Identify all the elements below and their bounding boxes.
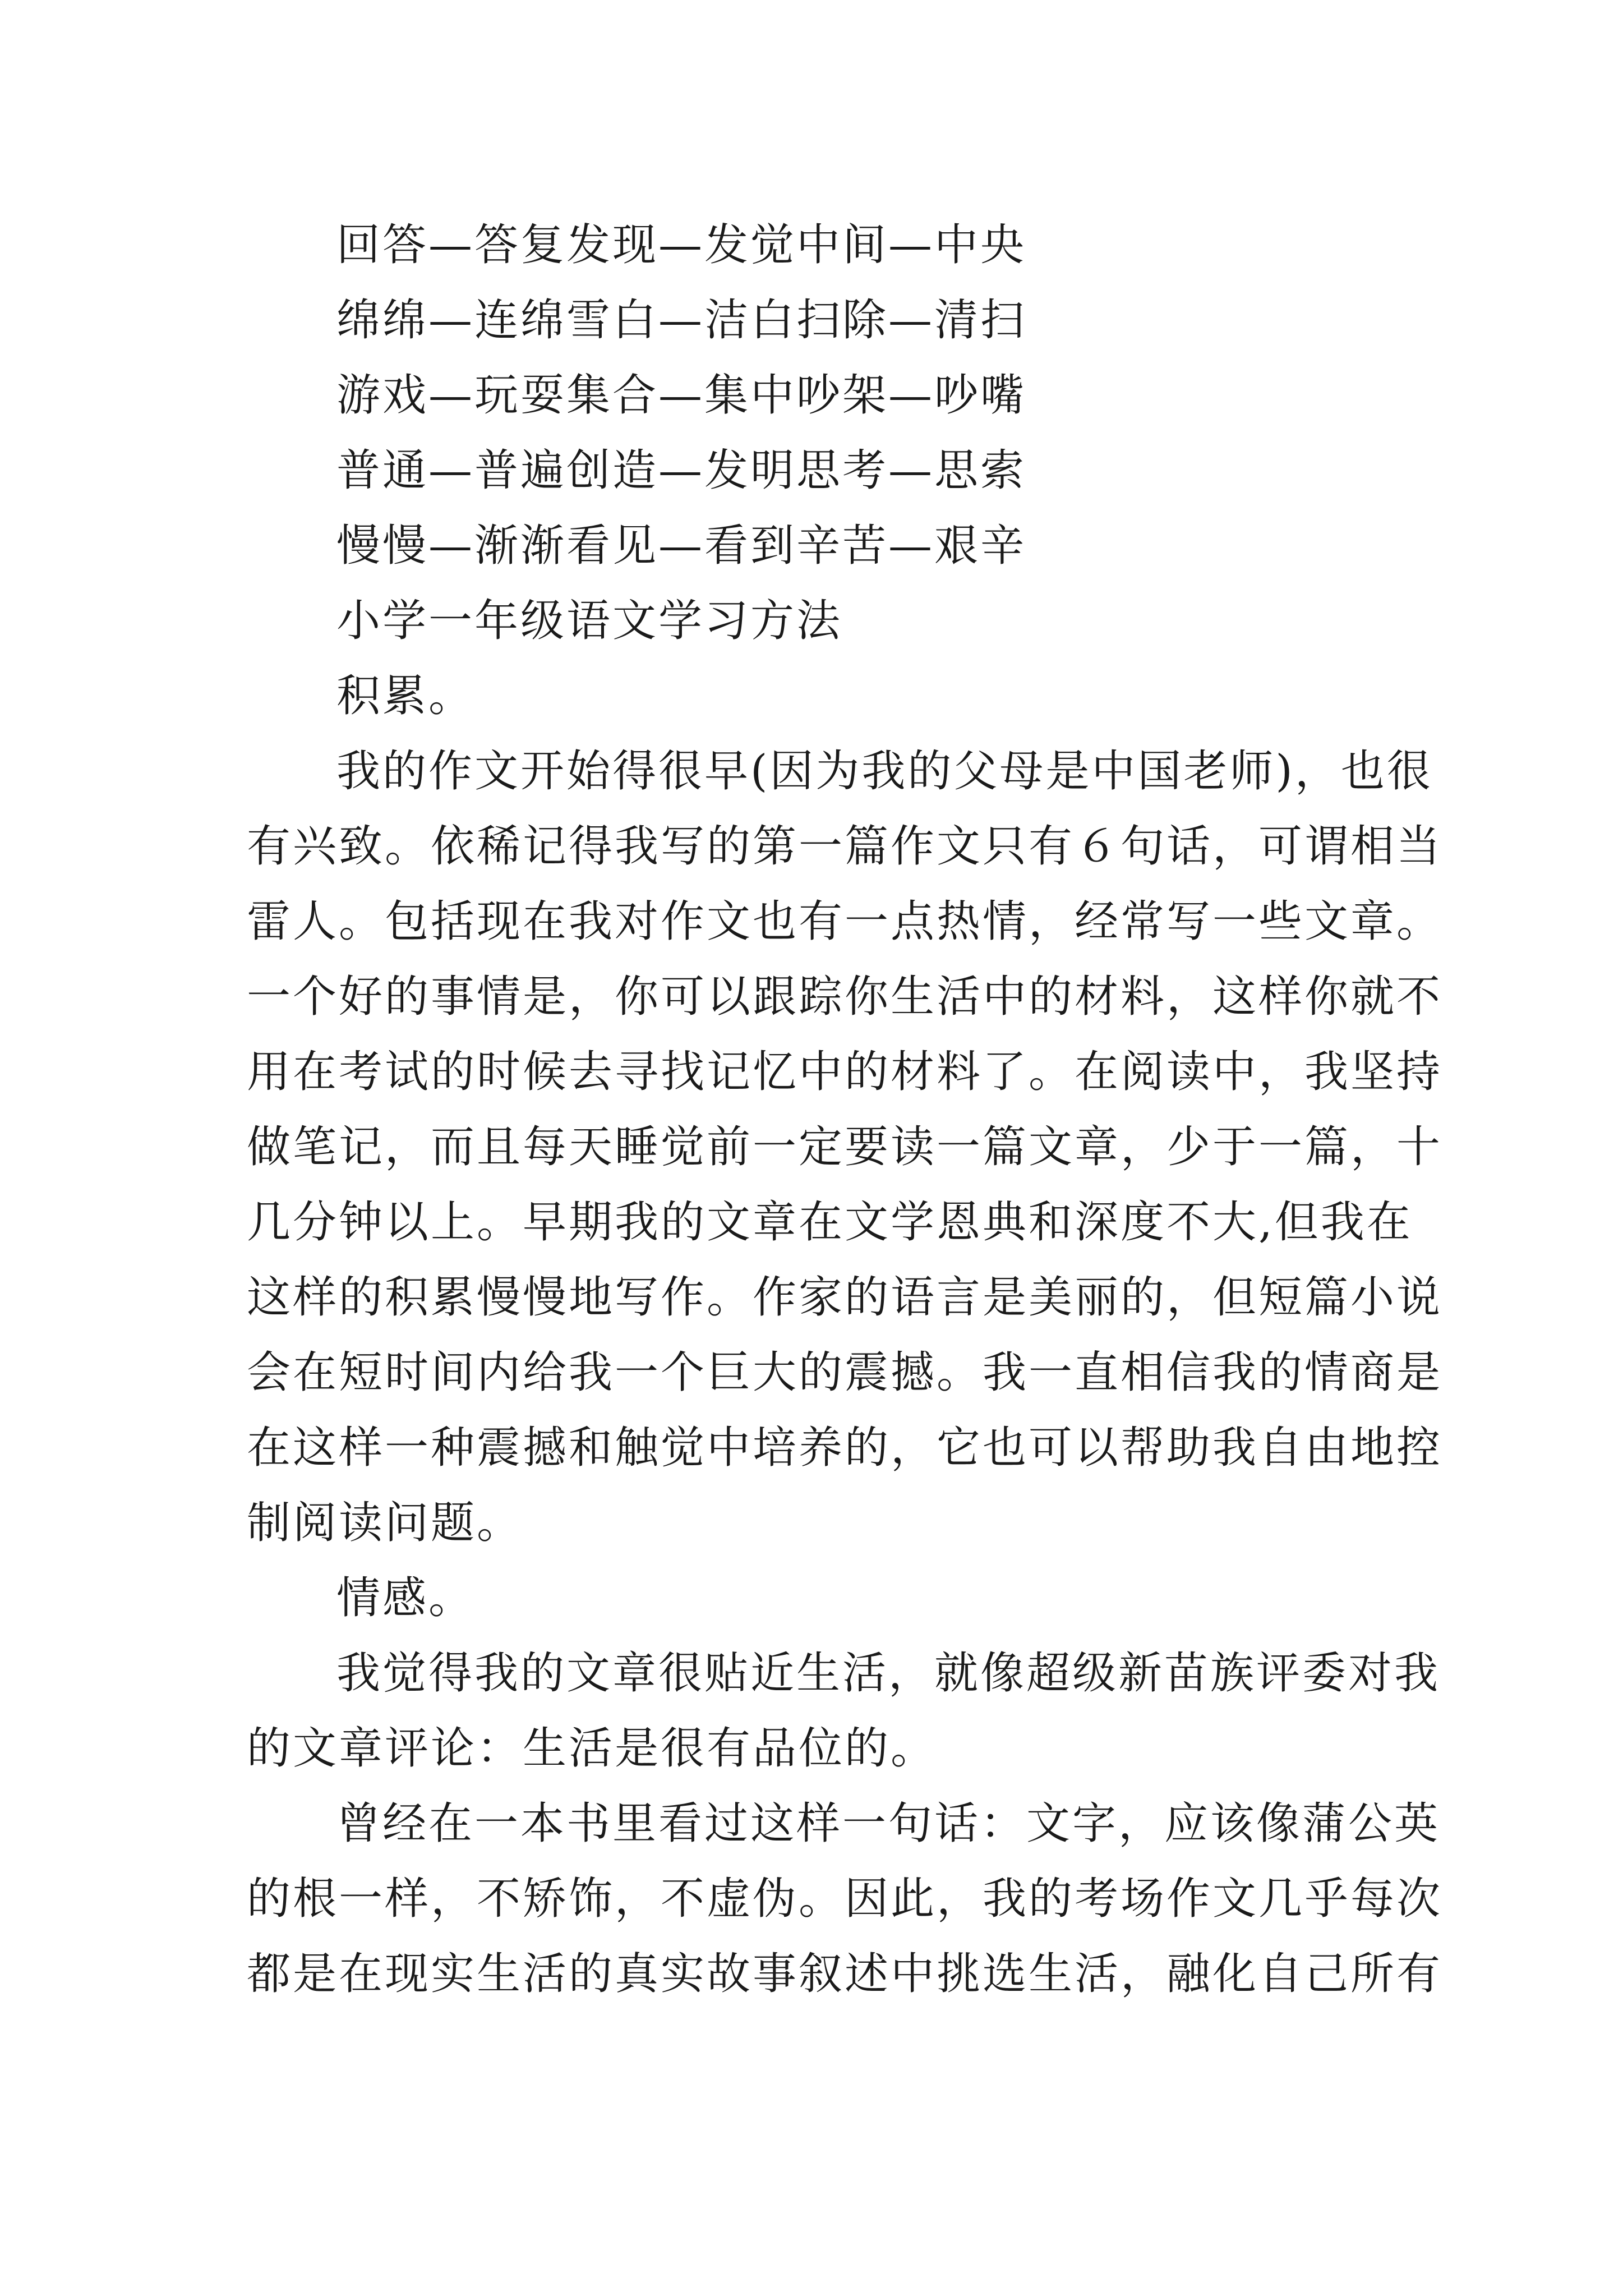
paragraph-line: 我觉得我的文章很贴近生活，就像超级新苗族评委对我 <box>336 1648 1441 1699</box>
heading-accumulation: 积累。 <box>336 671 475 721</box>
paragraph-line: 一个好的事情是，你可以跟踪你生活中的材料，这样你就不 <box>247 972 1443 1022</box>
paragraph-line: 做笔记，而且每天睡觉前一定要读一篇文章，少于一篇，十 <box>247 1122 1443 1172</box>
section-heading: 小学一年级语文学习方法 <box>336 596 843 646</box>
paragraph-line: 在这样一种震撼和触觉中培养的，它也可以帮助我自由地控 <box>247 1423 1443 1473</box>
document-body <box>247 208 1443 2012</box>
synonym-line: 游戏—玩耍集合—集中吵架—吵嘴 <box>336 370 1027 421</box>
paragraph-line: 有兴致。依稀记得我写的第一篇作文只有６句话，可谓相当 <box>247 821 1443 872</box>
paragraph-line: 的文章评论：生活是很有品位的。 <box>247 1723 937 1774</box>
paragraph-line: 几分钟以上。早期我的文章在文学恩典和深度不大,但我在 <box>247 1197 1413 1248</box>
paragraph-line: 曾经在一本书里看过这样一句话：文字，应该像蒲公英 <box>336 1798 1441 1849</box>
paragraph-line: 都是在现实生活的真实故事叙述中挑选生活，融化自己所有 <box>247 1949 1443 1999</box>
paragraph-line: 雷人。包括现在我对作文也有一点热情，经常写一些文章。 <box>247 896 1443 947</box>
synonym-line: 慢慢—渐渐看见—看到辛苦—艰辛 <box>336 521 1027 571</box>
paragraph-line: 的根一样，不矫饰，不虚伪。因此，我的考场作文几乎每次 <box>247 1874 1443 1924</box>
synonym-line: 回答—答复发现—发觉中间—中央 <box>336 220 1027 270</box>
paragraph-line: 用在考试的时候去寻找记忆中的材料了。在阅读中，我坚持 <box>247 1047 1443 1097</box>
synonym-line: 普通—普遍创造—发明思考—思索 <box>336 445 1027 496</box>
paragraph-line: 会在短时间内给我一个巨大的震撼。我一直相信我的情商是 <box>247 1347 1443 1398</box>
paragraph-line: 制阅读问题。 <box>247 1498 523 1548</box>
paragraph-line: 这样的积累慢慢地写作。作家的语言是美丽的，但短篇小说 <box>247 1272 1443 1323</box>
paragraph-line: 我的作文开始得很早(因为我的父母是中国老师)，也很 <box>336 746 1433 797</box>
heading-emotion: 情感。 <box>336 1573 475 1623</box>
synonym-line: 绵绵—连绵雪白—洁白扫除—清扫 <box>336 295 1027 346</box>
